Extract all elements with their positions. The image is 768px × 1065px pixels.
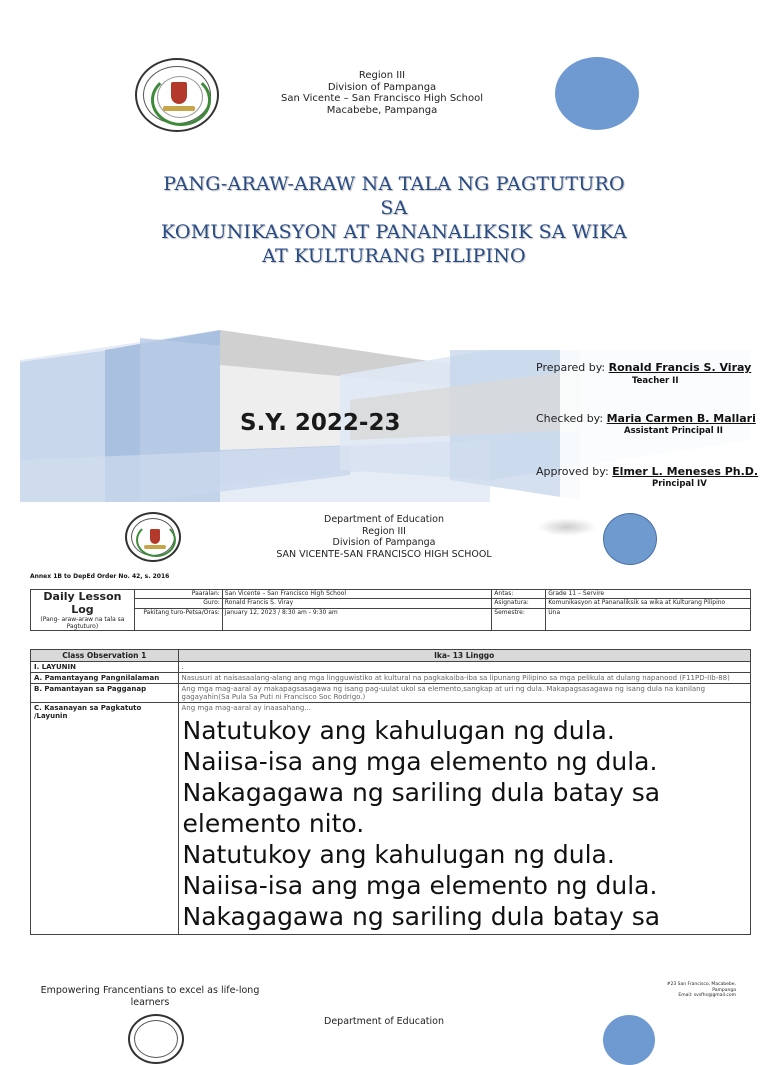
pamantayan-sa-pagganap-value: Ang mga mag-aaral ay makapagsasagawa ng isang pag-uulat ukol sa elemento,sangkap at uri ng dula. Makapagsasagawa ng isang dula na kanilang gagayahin(Sa Pula Sa Puti ni Francisco Soc Rodrigo.)	[178, 684, 751, 703]
pamantayang-pangnilalaman-value: Nasusuri at naisasaalang-alang ang mga lingguwistiko at kultural na pagkakaiba-iba sa lipunang Pilipino sa mga pelikula at dulang napanood (F11PD-IIb-88)	[178, 673, 751, 684]
school-address-block	[262, 70, 502, 116]
checked-name: Maria Carmen B. Mallari	[606, 412, 756, 425]
layunin-value: .	[178, 662, 751, 673]
division-text-2: Division of Pampanga	[332, 537, 436, 548]
footer-address-line-2: Pampanga	[712, 987, 736, 993]
objective-line: elemento nito.	[182, 809, 365, 838]
kasanayan-intro: Ang mga mag-aaral ay inaasahang...	[178, 703, 751, 714]
guro-value: Ronald Francis S. Viray	[222, 599, 492, 608]
deped-address-block	[262, 514, 506, 560]
dll-title-cell	[31, 590, 135, 631]
checked-label: Checked by:	[536, 412, 604, 425]
kasanayan-objectives	[178, 713, 751, 935]
prepared-label: Prepared by:	[536, 361, 606, 374]
asignatura-value: Komunikasyon at Pananaliksik sa wika at Kulturang Pilipino	[546, 599, 751, 608]
lesson-info-table	[30, 589, 751, 631]
paaralan-label: Paaralan:	[134, 590, 222, 599]
dll-title: Daily Lesson Log	[43, 590, 122, 616]
logo-placeholder-circle-3	[603, 1015, 655, 1065]
school-year-text: S.Y. 2022-23	[240, 410, 401, 436]
kasanayan-label: C. Kasanayan sa Pagkatuto /Layunin	[31, 703, 179, 935]
footer-address	[600, 982, 736, 999]
faded-logo	[537, 518, 597, 536]
antas-value: Grade 11 – Servire	[546, 590, 751, 599]
school-name-text: San Vicente – San Francisco High School	[280, 93, 484, 104]
objective-line: Naiisa-isa ang mga elemento ng dula.	[182, 871, 658, 900]
semestre-label: Semestre:	[492, 608, 546, 630]
town-text: Macabebe, Pampanga	[326, 104, 438, 116]
document-title	[0, 172, 768, 268]
asignatura-label: Asignatura:	[492, 599, 546, 608]
logo-placeholder-circle-2	[603, 513, 657, 565]
objective-line: Nakagagawa ng sariling dula batay sa	[182, 902, 661, 931]
objective-line: Natutukoy ang kahulugan ng dula.	[182, 840, 615, 869]
dept-text: Department of Education	[324, 514, 444, 525]
antas-label: Antas:	[492, 590, 546, 599]
pamantayan-sa-pagganap-label: B. Pamantayan sa Pagganap	[31, 684, 179, 703]
title-line-3: KOMUNIKASYON AT PANANALIKSIK SA WIKA	[161, 221, 627, 243]
region-text: Region III	[358, 70, 406, 81]
petsa-label: Pakitang turo-Petsa/Oras:	[134, 608, 222, 630]
school-seal-logo-partial	[128, 1014, 184, 1064]
checked-role: Assistant Principal II	[624, 426, 723, 436]
footer-address-line-1: #23 San Francisco, Macabebe,	[666, 982, 736, 987]
guro-label: Guro:	[134, 599, 222, 608]
layunin-label: I. LAYUNIN	[31, 662, 179, 673]
title-line-1: PANG-ARAW-ARAW NA TALA NG PAGTUTURO	[163, 173, 625, 195]
week-header: Ika- 13 Linggo	[178, 650, 751, 662]
school-name-text-2: SAN VICENTE-SAN FRANCISCO HIGH SCHOOL	[276, 548, 492, 560]
title-line-2: SA	[380, 197, 408, 219]
petsa-value: January 12, 2023 / 8:30 am - 9:30 am	[222, 608, 492, 630]
dll-subtitle: (Pang- araw-araw na tala sa Pagtuturo)	[40, 616, 125, 630]
footer-email: Email: svsfhs@gmail.com	[678, 993, 736, 998]
semestre-value: Una	[546, 608, 751, 630]
prepared-role: Teacher II	[632, 376, 679, 386]
checked-by	[536, 412, 756, 425]
pamantayang-pangnilalaman-label: A. Pamantayang Pangnilalaman	[31, 673, 179, 684]
objective-line: Nakagagawa ng sariling dula batay sa	[182, 778, 661, 807]
objective-line: Naiisa-isa ang mga elemento ng dula.	[182, 747, 658, 776]
approved-by	[536, 465, 758, 478]
next-page-dept: Department of Education	[324, 1016, 444, 1027]
school-seal-logo-small	[125, 512, 181, 562]
logo-placeholder-circle	[555, 57, 639, 130]
approved-role: Principal IV	[652, 479, 707, 489]
objectives-table	[30, 649, 751, 935]
school-seal-logo	[135, 58, 219, 132]
division-text: Division of Pampanga	[327, 81, 437, 93]
approved-label: Approved by:	[536, 465, 609, 478]
footer-motto: Empowering Francentians to excel as life-long learners	[40, 985, 260, 1008]
prepared-name: Ronald Francis S. Viray	[608, 361, 752, 374]
class-observation-header: Class Observation 1	[31, 650, 179, 662]
objective-line: Natutukoy ang kahulugan ng dula.	[182, 716, 615, 745]
region-text-2: Region III	[362, 525, 406, 537]
approved-name: Elmer L. Meneses Ph.D.	[612, 465, 759, 478]
prepared-by	[536, 361, 751, 374]
annex-text: Annex 1B to DepEd Order No. 42, s. 2016	[30, 573, 170, 580]
paaralan-value: San Vicente – San Francisco High School	[222, 590, 492, 599]
title-line-4: AT KULTURANG PILIPINO	[262, 245, 526, 267]
